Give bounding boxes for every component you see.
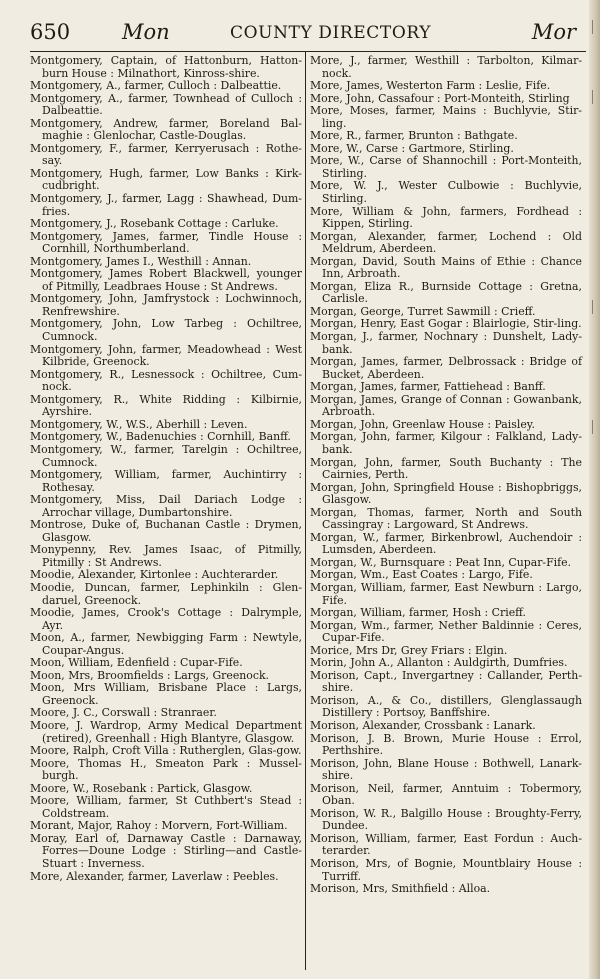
directory-entry: More, James, Westerton Farm : Leslie, Fife. [310,79,551,93]
directory-entry: Montgomery, Hugh, farmer, Low Banks : Kirk-cudbright. [30,166,302,193]
directory-entry: Montgomery, Andrew, farmer, Boreland Bal-maghie : Glenlochar, Castle-Douglas. [30,116,302,143]
directory-entry: Montgomery, Captain, of Hattonburn, Hatton-burn House : Milnathort, Kinross-shire. [30,54,302,80]
page-edge [589,0,600,979]
directory-entry: Montgomery, J., Rosebank Cottage : Carluke. [30,217,279,231]
directory-entry: Montgomery, W., Badenuchies : Cornhill, Banff. [30,430,291,444]
directory-entry: Montgomery, Miss, Dail Dariach Lodge : Arrochar village, Dumbartonshire. [30,493,302,519]
directory-entry: Morison, Mrs, Smithfield : Alloa. [310,882,491,896]
directory-entry: Montgomery, F., farmer, Kerryerusach : Rothe-say. [30,141,302,168]
directory-entry: More, W., Carse of Shannochill : Port-Monteith, Stirling. [310,154,582,180]
directory-entry: Morison, Alexander, Crossbank : Lanark. [310,718,536,732]
directory-entry: Morison, John, Blane House : Bothwell, Lanark-shire. [310,756,582,783]
directory-entry: More, W., Carse : Gartmore, Stirling. [310,141,514,155]
directory-entry: Moon, A., farmer, Newbigging Farm : Newtyle, Coupar-Angus. [30,631,302,657]
directory-entry: Morant, Major, Rahoy : Morvern, Fort-William. [30,819,288,833]
directory-entry: Montgomery, W., farmer, Tarelgin : Ochiltree, Cumnock. [30,442,302,469]
page-number: 650 [30,20,71,44]
directory-entry: Montgomery, J., farmer, Lagg : Shawhead, Dum-fries. [30,192,302,218]
directory-entry: Moore, W., Rosebank : Partick, Glasgow. [30,781,253,795]
header-rule [30,51,586,52]
directory-entry: Morgan, Wm., farmer, Nether Baldinnie : Ceres, Cupar-Fife. [310,618,582,645]
directory-entry: More, W. J., Wester Culbowie : Buchlyvie, Stirling. [310,179,582,206]
directory-entry: Moore, William, farmer, St Cuthbert's Stead : Coldstream. [30,794,302,820]
right-guide-word: Mor [531,20,576,44]
right-column [310,55,582,896]
left-column [30,55,302,883]
directory-entry: Montgomery, James Robert Blackwell, younger of Pitmilly, Leadbraes House : St Andrews. [30,267,302,293]
directory-entry: Morgan, John, farmer, Kilgour : Falkland, Lady-bank. [310,430,582,456]
directory-entry: Morgan, W., Burnsquare : Peat Inn, Cupar-Fife. [310,555,572,569]
directory-entry: Morison, A., & Co., distillers, Glenglassaugh Distillery : Portsoy, Banffshire. [310,693,582,720]
directory-entry: Montrose, Duke of, Buchanan Castle : Drymen, Glasgow. [30,518,302,544]
directory-entry: Morgan, Thomas, farmer, North and South Cassingray : Largoward, St Andrews. [310,505,582,532]
directory-entry: Morison, J. B. Brown, Murie House : Errol, Perthshire. [310,731,582,758]
directory-entry: More, Alexander, farmer, Laverlaw : Peebles. [30,869,279,883]
directory-entry: Morgan, William, farmer, East Newburn : Largo, Fife. [310,580,582,607]
directory-entry: Morison, Capt., Invergartney : Callander, Perth-shire. [310,668,582,695]
directory-entry: Morgan, David, South Mains of Ethie : Chance Inn, Arbroath. [310,254,582,281]
directory-entry: More, R., farmer, Brunton : Bathgate. [310,129,518,143]
directory-entry: Montgomery, R., White Ridding : Kilbirnie, Ayrshire. [30,392,302,419]
directory-entry: Morgan, William, farmer, Hosh : Crieff. [310,606,526,620]
directory-entry: Morison, William, farmer, East Fordun : Auch-terarder. [310,831,582,858]
directory-entry: Morgan, Henry, East Gogar : Blairlogie, Stir-ling. [310,317,582,331]
directory-entry: Montgomery, William, farmer, Auchintirry : Rothesay. [30,468,302,494]
directory-entry: Morgan, Eliza R., Burnside Cottage : Gretna, Carlisle. [310,279,582,306]
directory-entry: Moray, Earl of, Darnaway Castle : Darnaway, Forres—Doune Lodge : Stirling—and Castle-Stuart : Inverness. [30,831,302,870]
directory-entry: Montgomery, A., farmer, Townhead of Culloch : Dalbeattie. [30,91,302,118]
directory-entry: Moon, William, Edenfield : Cupar-Fife. [30,656,243,670]
directory-entry: Moodie, Alexander, Kirtonlee : Auchterarder. [30,568,279,582]
edge-mark [592,420,593,434]
directory-entry: Monypenny, Rev. James Isaac, of Pitmilly, Pitmilly : St Andrews. [30,543,302,569]
directory-entry: Morgan, W., farmer, Birkenbrowl, Auchendoir : Lumsden, Aberdeen. [310,530,582,557]
edge-mark [592,20,593,34]
left-guide-word: Mon [122,20,170,44]
directory-entry: Montgomery, John, Low Tarbeg : Ochiltree, Cumnock. [30,317,302,344]
directory-entry: Moon, Mrs William, Brisbane Place : Largs, Greenock. [30,681,302,707]
edge-mark [592,90,593,104]
running-title: COUNTY DIRECTORY [230,23,432,43]
directory-entry: Morgan, George, Turret Sawmill : Crieff. [310,304,536,318]
directory-entry: Montgomery, John, farmer, Meadowhead : West Kilbride, Greenock. [30,342,302,369]
directory-entry: Moodie, James, Crook's Cottage : Dalrymple, Ayr. [30,606,302,632]
directory-entry: Morgan, Alexander, farmer, Lochend : Old Meldrum, Aberdeen. [310,229,582,256]
column-divider [305,52,306,970]
directory-entry: Montgomery, R., Lesnessock : Ochiltree, Cum-nock. [30,367,302,394]
directory-entry: Montgomery, A., farmer, Culloch : Dalbeattie. [30,79,282,93]
directory-entry: Morgan, J., farmer, Nochnary : Dunshelt, Lady-bank. [310,330,582,356]
directory-entry: Morgan, John, Springfield House : Bishopbriggs, Glasgow. [310,480,582,507]
directory-entry: Morgan, James, Grange of Connan : Gowanbank, Arbroath. [310,392,582,419]
directory-entry: Montgomery, James, farmer, Tindle House : Cornhill, Northumberland. [30,229,302,256]
edge-mark [592,300,593,314]
directory-entry: Montgomery, John, Jamfrystock : Lochwinnoch, Renfrewshire. [30,292,302,318]
page-header [30,18,586,48]
directory-entry: More, Moses, farmer, Mains : Buchlyvie, Stir-ling. [310,104,582,130]
directory-entry: Moore, J. C., Corswall : Stranraer. [30,706,217,720]
directory-entry: Morison, Neil, farmer, Anntuim : Tobermory, Oban. [310,781,582,808]
directory-entry: Moore, Thomas H., Smeaton Park : Mussel-burgh. [30,756,302,783]
directory-entry: More, J., farmer, Westhill : Tarbolton, Kilmar-nock. [310,54,582,80]
directory-entry: Morgan, John, farmer, South Buchanty : The Cairnies, Perth. [310,455,582,482]
directory-entry: Montgomery, W., W.S., Aberhill : Leven. [30,417,248,431]
directory-entry: More, William & John, farmers, Fordhead : Kippen, Stirling. [310,204,582,231]
directory-entry: Morice, Mrs Dr, Grey Friars : Elgin. [310,643,508,657]
directory-entry: Morgan, John, Greenlaw House : Paisley. [310,417,535,431]
directory-entry: Morison, W. R., Balgillo House : Broughty-Ferry, Dundee. [310,806,582,833]
directory-entry: Morin, John A., Allanton : Auldgirth, Dumfries. [310,656,568,670]
directory-entry: Morgan, James, farmer, Delbrossack : Bridge of Bucket, Aberdeen. [310,355,582,381]
directory-entry: More, John, Cassafour : Port-Monteith, Stirling [310,91,570,105]
directory-entry: Moore, Ralph, Croft Villa : Rutherglen, Glas-gow. [30,744,302,758]
directory-entry: Morgan, Wm., East Coates : Largo, Fife. [310,568,533,582]
directory-entry: Montgomery, James I., Westhill : Annan. [30,254,252,268]
directory-entry: Moodie, Duncan, farmer, Lephinkiln : Glen-daruel, Greenock. [30,580,302,607]
directory-entry: Morison, Mrs, of Bognie, Mountblairy House : Turriff. [310,857,582,883]
directory-entry: Moon, Mrs, Broomfields : Largs, Greenock. [30,668,270,682]
directory-entry: Moore, J. Wardrop, Army Medical Department (retired), Greenhall : High Blantyre, Glasgow. [30,718,302,745]
directory-entry: Morgan, James, farmer, Fattiehead : Banff. [310,380,546,394]
